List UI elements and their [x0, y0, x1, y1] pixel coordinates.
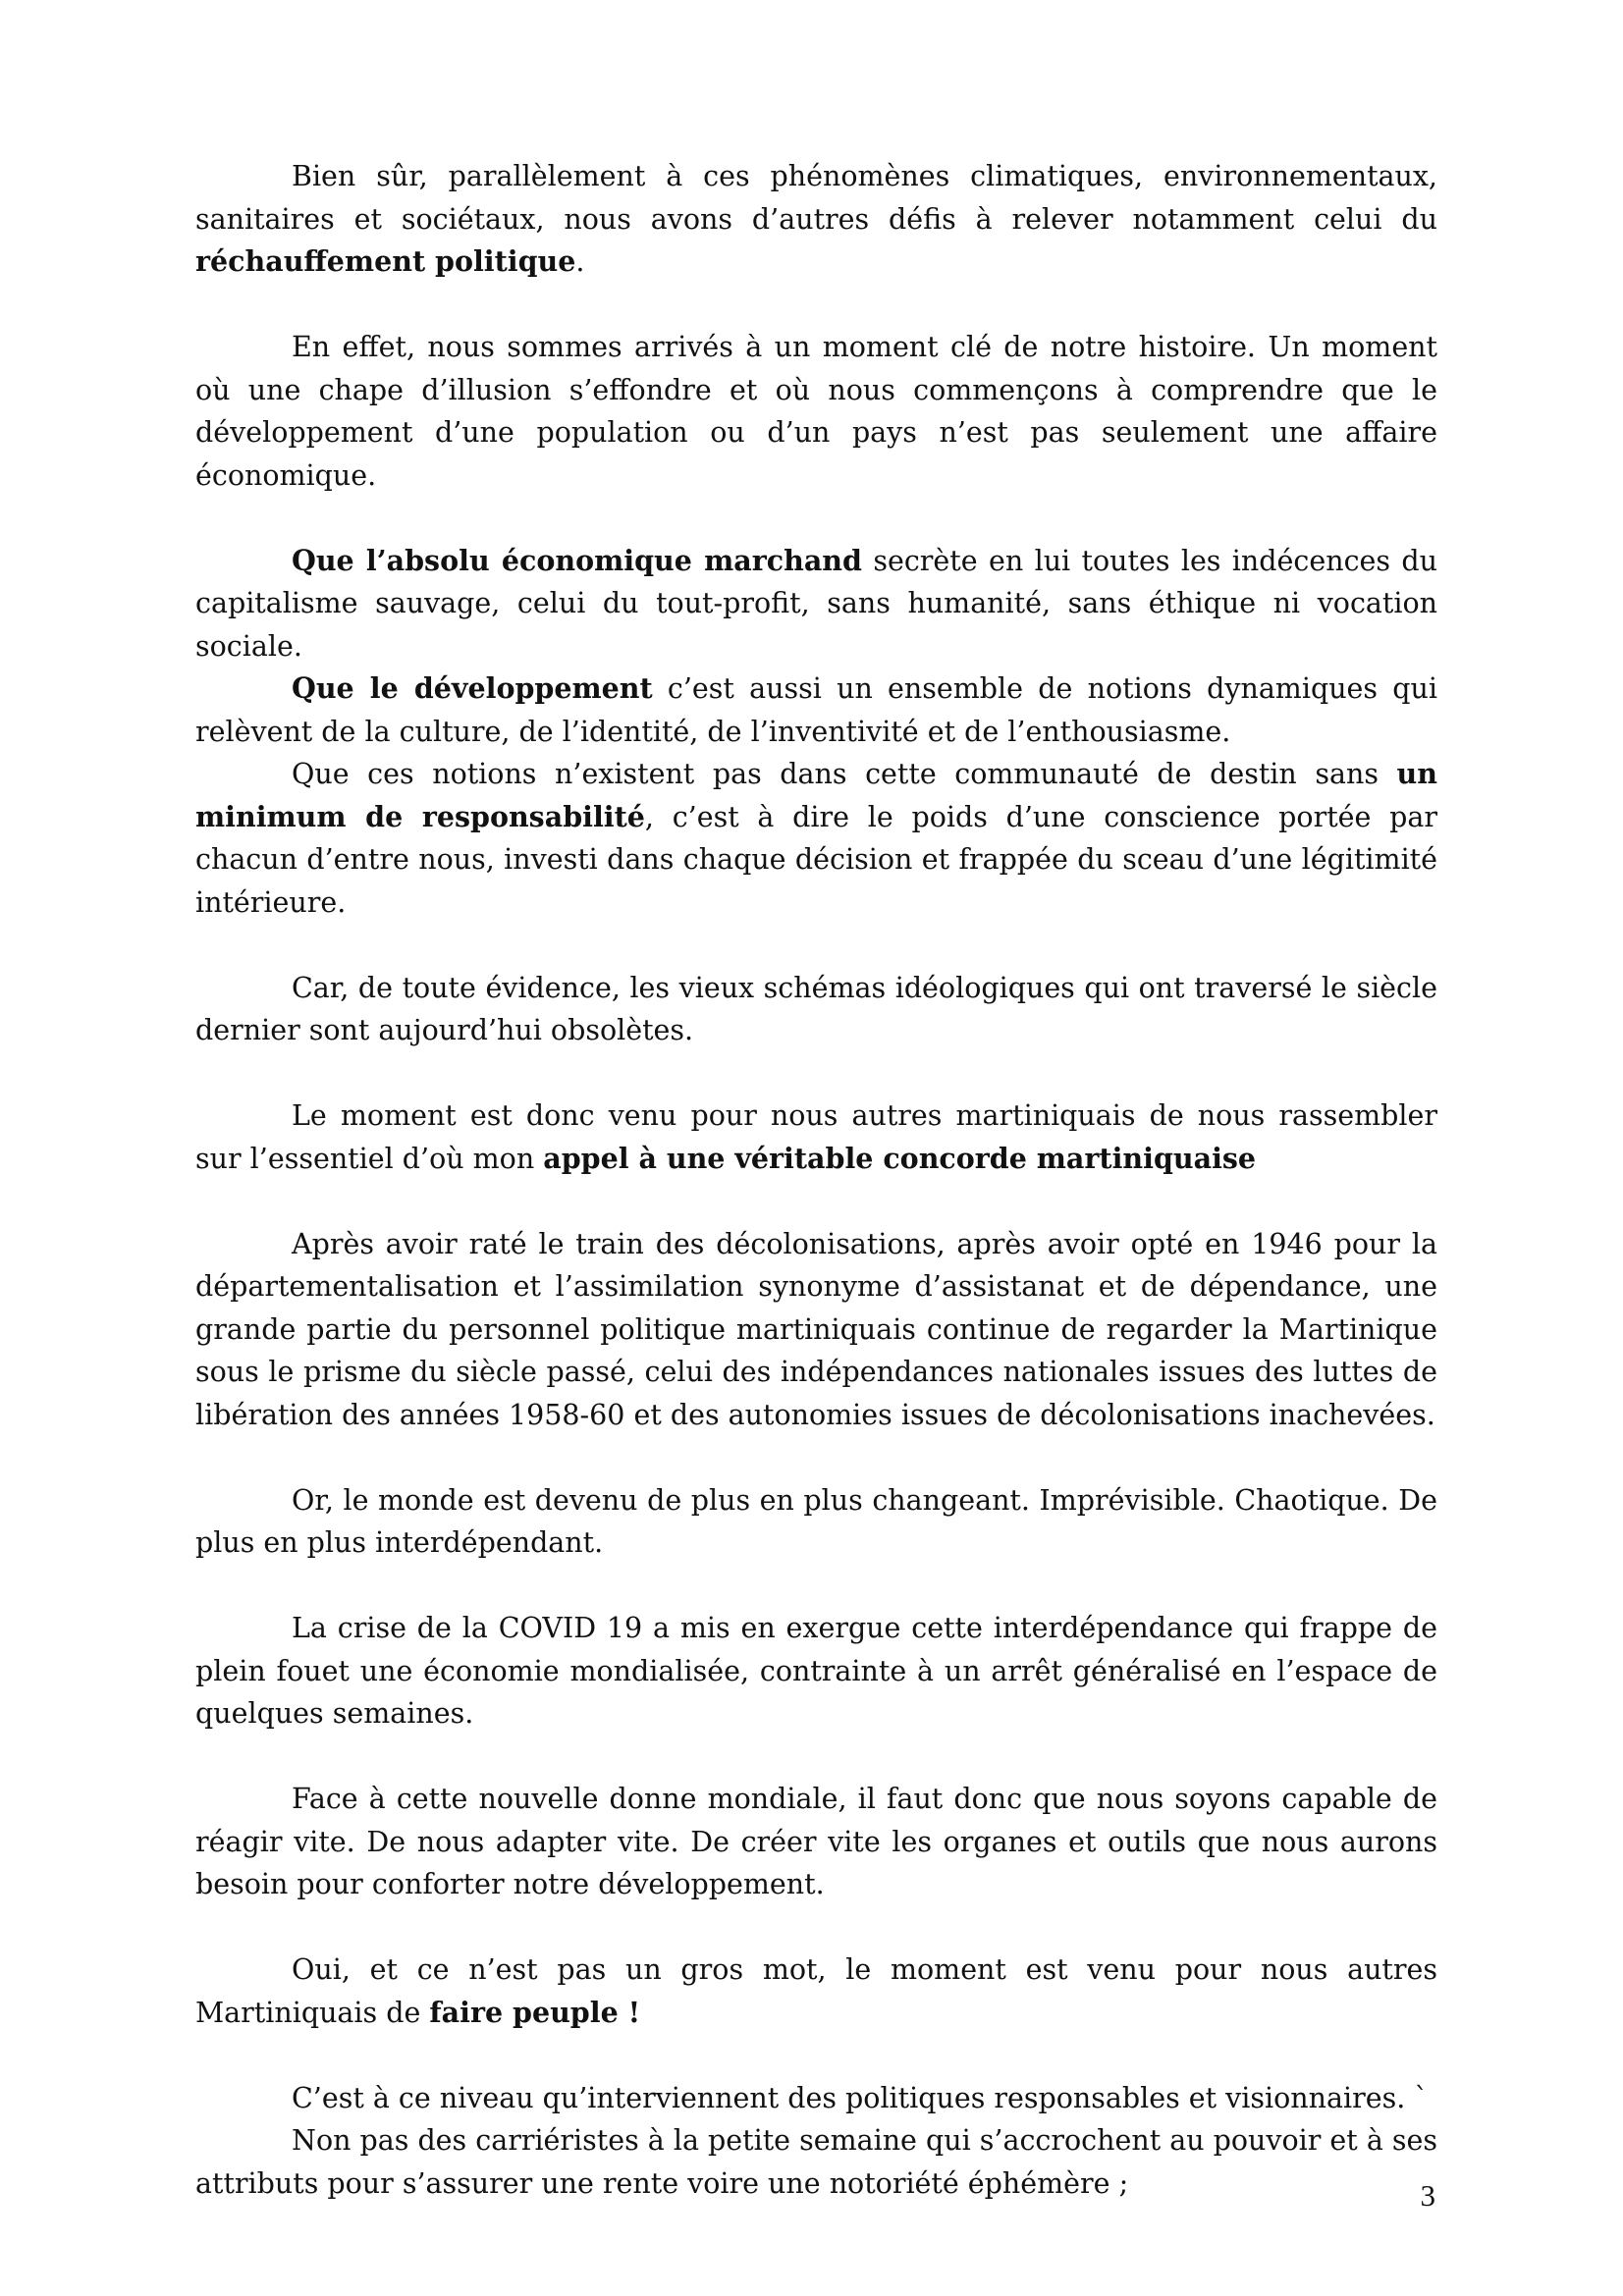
bold-text-run: Que le développement	[292, 671, 653, 705]
text-run: Car, de toute évidence, les vieux schémas idéologiques qui ont traversé le siècle dernier sont aujourd’hui obsolètes.	[195, 971, 1437, 1046]
text-run: Le moment est donc venu pour nous autres martiniquais de nous rassembler sur l’essentiel d’où mon	[195, 1099, 1437, 1175]
text-run: Bien sûr, parallèlement à ces phénomènes climatiques, environnementaux, sanitaires et sociétaux, nous avons d’autres défis à relever notamment celui du	[195, 160, 1437, 236]
text-run: c’est aussi un ensemble de notions dynamiques qui relèvent de la culture, de l’identité, de l’inventivité et de l’enthousiasme.	[195, 672, 1438, 748]
bold-text-run: réchauffement politique	[195, 244, 576, 278]
paragraph	[195, 1095, 1437, 1180]
text-run: Après avoir raté le train des décolonisations, après avoir opté en 1946 pour la départementalisation et l’assimilation synonyme d’assistanat et de dépendance, une grande partie du personnel politique martiniquais continue de regarder la Martinique sous le prisme du siècle passé, celui des indépendances nationales issues des luttes de libération des années 1958-60 et des autonomies issues de décolonisations inachevées.	[195, 1227, 1437, 1431]
bold-text-run: faire peuple !	[429, 1995, 641, 2029]
bold-text-run: un minimum de responsabilité	[195, 757, 1437, 833]
text-run: , c’est à dire le poids d’une conscience portée par chacun d’entre nous, investi dans chaque décision et frappée du sceau d’une légitimité intérieure.	[195, 800, 1437, 919]
paragraph	[195, 540, 1437, 668]
body-text	[195, 155, 1437, 2205]
text-run: secrète en lui toutes les indécences du capitalisme sauvage, celui du tout-profit, sans humanité, sans éthique ni vocation sociale.	[195, 544, 1437, 663]
paragraph	[195, 2077, 1437, 2120]
text-run: En effet, nous sommes arrivés à un moment clé de notre histoire. Un moment où une chape d’illusion s’effondre et où nous commençons à comprendre que le développement d’une population ou d’un pays n’est pas seulement une affaire économique.	[195, 331, 1437, 492]
paragraph	[195, 2119, 1437, 2205]
paragraph	[195, 1778, 1437, 1906]
paragraph	[195, 1607, 1437, 1735]
text-run: Or, le monde est devenu de plus en plus changeant. Imprévisible. Chaotique. De plus en plus interdépendant.	[195, 1483, 1437, 1559]
text-run: .	[575, 245, 585, 278]
text-run: Face à cette nouvelle donne mondiale, il faut donc que nous soyons capable de réagir vite. De nous adapter vite. De créer vite les organes et outils que nous aurons besoin pour conforter notre développement.	[195, 1783, 1437, 1900]
text-run: Oui, et ce n’est pas un gros mot, le moment est venu pour nous autres Martiniquais de	[195, 1953, 1437, 2029]
text-run: Non pas des carriéristes à la petite semaine qui s’accrochent au pouvoir et à ses attributs pour s’assurer une rente voire une notoriété éphémère ;	[195, 2124, 1437, 2200]
paragraph	[195, 667, 1437, 753]
paragraph	[195, 753, 1437, 924]
paragraph	[195, 326, 1437, 497]
paragraph	[195, 1479, 1437, 1565]
paragraph	[195, 1949, 1437, 2034]
paragraph	[195, 155, 1437, 284]
text-run: Que ces notions n’existent pas dans cette communauté de destin sans	[292, 758, 1397, 790]
text-run: La crise de la COVID 19 a mis en exergue cette interdépendance qui frappe de plein fouet une économie mondialisée, contrainte à un arrêt généralisé en l’espace de quelques semaines.	[195, 1612, 1437, 1730]
paragraph	[195, 967, 1437, 1052]
paragraph	[195, 1223, 1437, 1437]
text-run: C’est à ce niveau qu’interviennent des politiques responsables et visionnaires. `	[292, 2081, 1429, 2114]
bold-text-run: appel à une véritable concorde martiniquaise	[543, 1141, 1257, 1175]
page-number: 3	[1420, 2178, 1435, 2213]
bold-text-run: Que l’absolu économique marchand	[292, 543, 862, 577]
